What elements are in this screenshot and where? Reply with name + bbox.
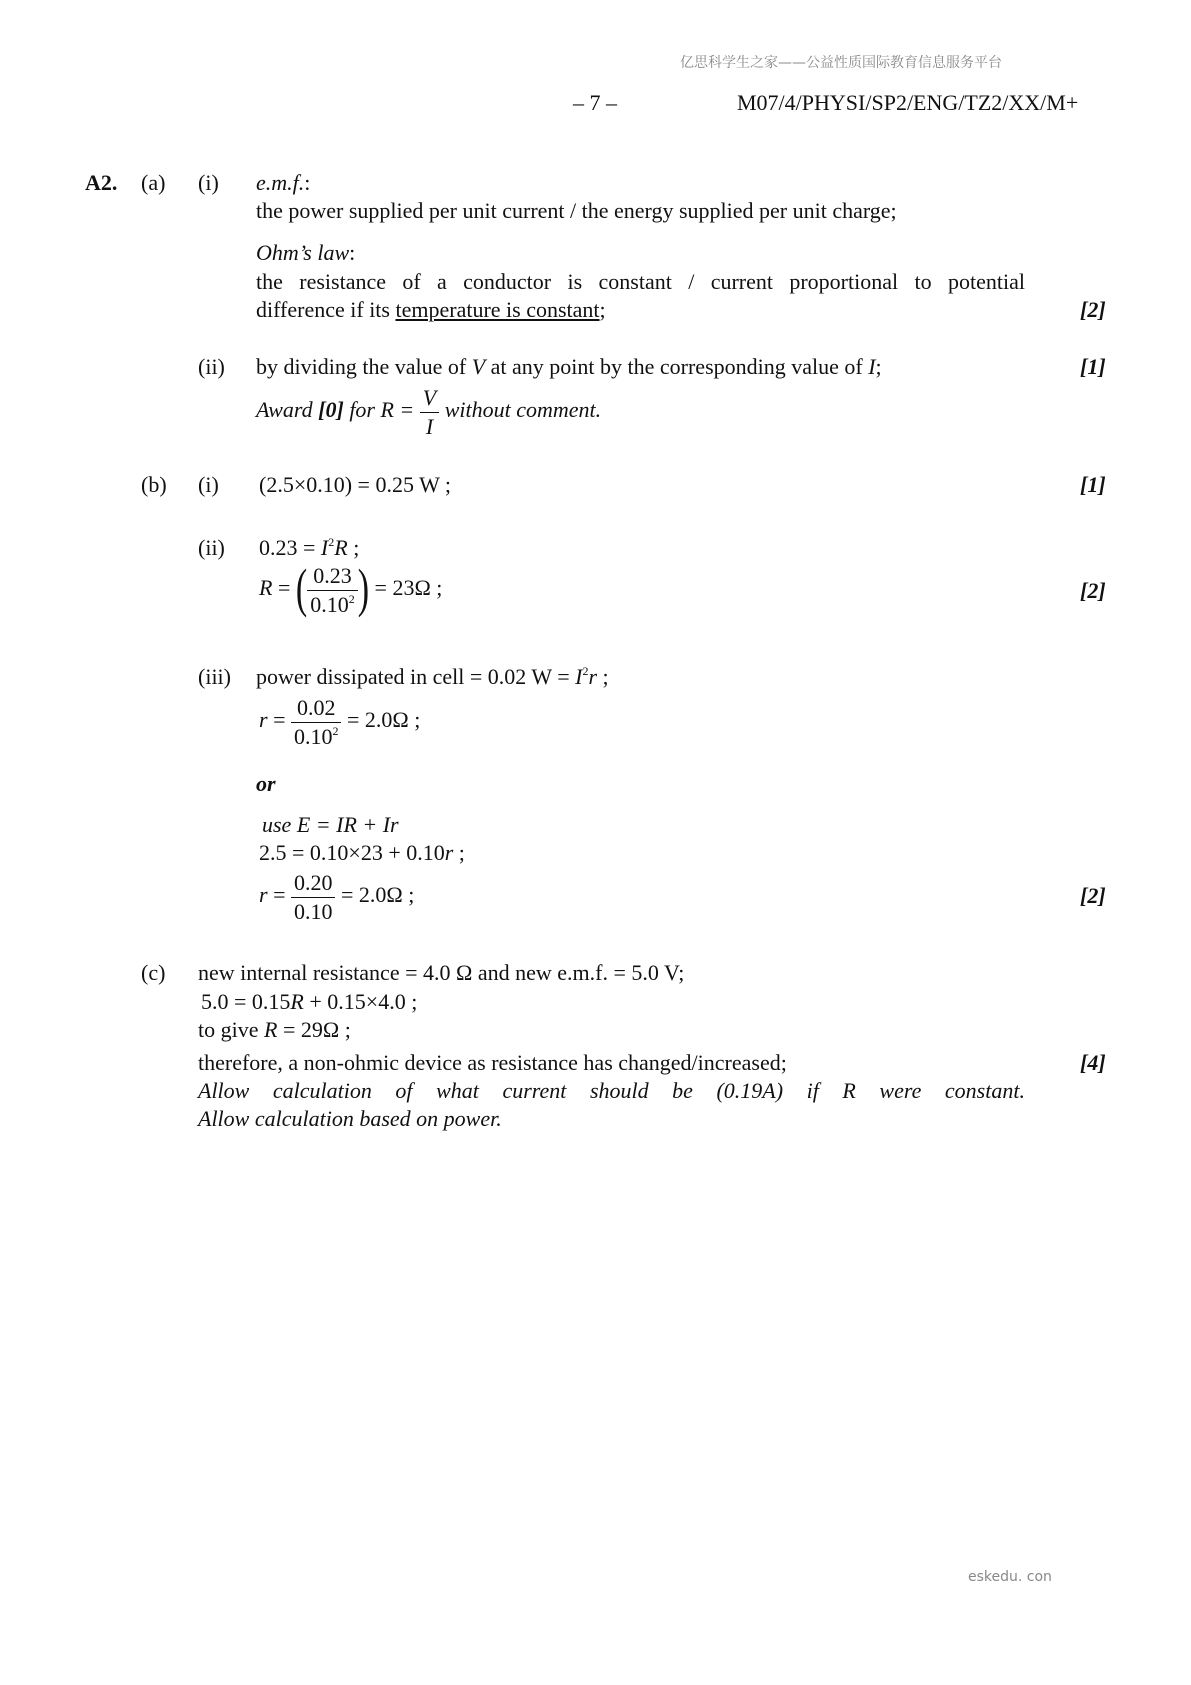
b-ii-exponent: 2 bbox=[328, 535, 335, 549]
b-ii-line2-r: R bbox=[259, 575, 273, 601]
a-ii-text-b: at any point by the corresponding value of bbox=[485, 354, 869, 379]
ohm-word: constant bbox=[598, 269, 672, 294]
b-iii-line3-eq: = bbox=[267, 882, 286, 908]
fraction-numerator: 0.20 bbox=[291, 869, 336, 898]
award-zero: [0] bbox=[318, 397, 344, 423]
part-c-label: (c) bbox=[141, 960, 166, 985]
b-i-answer: (2.5×0.10) = 0.25 W ; bbox=[259, 472, 452, 497]
fraction-denominator: I bbox=[425, 413, 434, 439]
part-a-label: (a) bbox=[141, 170, 166, 195]
a-ii-answer bbox=[256, 356, 882, 378]
fraction-denominator-base: 0.10 bbox=[293, 723, 333, 749]
b-iii-line3-result: = 2.0Ω ; bbox=[340, 882, 415, 908]
note-word: Allow bbox=[198, 1078, 250, 1103]
b-ii-line1 bbox=[259, 537, 359, 559]
award-end: without comment. bbox=[444, 397, 602, 423]
watermark-text-top: 亿思科学生之家——公益性质国际教育信息服务平台 bbox=[680, 55, 1002, 71]
or-separator: or bbox=[256, 771, 276, 796]
c-line2-a: 5.0 = 0.15 bbox=[201, 989, 291, 1014]
document-code: M07/4/PHYSI/SP2/ENG/TZ2/XX/M+ bbox=[737, 90, 1079, 115]
b-ii-var-r: R bbox=[334, 535, 348, 560]
mark-a-i: [2] bbox=[1080, 297, 1106, 322]
fraction-numerator: 0.02 bbox=[291, 694, 342, 723]
b-iii-line1-a: power dissipated in cell = 0.02 W = bbox=[256, 664, 576, 689]
part-a-i-label: (i) bbox=[198, 170, 219, 195]
calc-line-a: 2.5 = 0.10×23 + 0.10 bbox=[259, 840, 445, 865]
a-ii-text-a: by dividing the value of bbox=[256, 354, 472, 379]
use-equation bbox=[262, 814, 399, 836]
ohm-word: proportional bbox=[789, 269, 899, 294]
b-iii-exponent: 2 bbox=[582, 664, 589, 678]
b-ii-line2 bbox=[259, 558, 443, 619]
watermark-text-bottom: eskedu. con bbox=[968, 1569, 1052, 1585]
ohm-term: Ohm’s law bbox=[256, 240, 350, 265]
note-word: constant. bbox=[944, 1078, 1025, 1103]
c-note-line2: Allow calculation based on power. bbox=[198, 1106, 502, 1131]
c-line4: therefore, a non-ohmic device as resistance has changed/increased; bbox=[198, 1050, 787, 1075]
b-iii-fraction-2 bbox=[291, 869, 336, 925]
a-ii-var-i: I bbox=[868, 354, 876, 379]
emf-definition: the power supplied per unit current / the energy supplied per unit charge; bbox=[256, 198, 897, 223]
mark-b-ii: [2] bbox=[1080, 578, 1106, 603]
c-line3-a: to give bbox=[198, 1017, 264, 1042]
note-word: calculation bbox=[272, 1078, 372, 1103]
ohm-word: current bbox=[710, 269, 773, 294]
v-over-i-fraction bbox=[420, 384, 439, 440]
fraction-denominator-base: 0.10 bbox=[310, 591, 349, 617]
ohm-word: the bbox=[256, 269, 283, 294]
ohm-word: is bbox=[567, 269, 583, 294]
ohm-word: of bbox=[402, 269, 421, 294]
b-iii-line1-end: ; bbox=[597, 664, 609, 689]
fraction-numerator: 0.23 bbox=[307, 562, 358, 591]
fraction-denominator-exponent: 2 bbox=[332, 723, 339, 738]
c-line1: new internal resistance = 4.0 Ω and new e.m.f. = 5.0 V; bbox=[198, 960, 685, 985]
ohm-line2-suffix: ; bbox=[599, 297, 606, 322]
b-ii-line1-a: 0.23 = bbox=[259, 535, 321, 560]
page-number: – 7 – bbox=[573, 90, 617, 115]
fraction-numerator: V bbox=[420, 384, 439, 413]
award-for: for R = bbox=[343, 397, 415, 423]
part-a-ii-label: (ii) bbox=[198, 354, 225, 379]
a-ii-text-c: ; bbox=[875, 354, 882, 379]
right-bracket: ) bbox=[357, 558, 370, 619]
ohm-line2-underlined: temperature is constant bbox=[395, 297, 600, 322]
b-ii-line1-end: ; bbox=[347, 535, 360, 560]
ohm-definition-line2 bbox=[256, 299, 606, 321]
fraction-denominator bbox=[291, 723, 342, 751]
c-line3-b: = 29Ω ; bbox=[277, 1017, 351, 1042]
b-iii-line2 bbox=[259, 694, 420, 750]
c-line2 bbox=[201, 991, 417, 1013]
ohm-word: conductor bbox=[463, 269, 552, 294]
ohm-heading bbox=[256, 242, 355, 264]
part-b-iii-label: (iii) bbox=[198, 664, 231, 689]
b-iii-line3-r: r bbox=[259, 882, 268, 908]
part-b-ii-label: (ii) bbox=[198, 535, 225, 560]
ohm-word: resistance bbox=[299, 269, 386, 294]
b-ii-var-i: I bbox=[320, 535, 329, 560]
award-word: Award bbox=[256, 397, 319, 423]
b-iii-line1 bbox=[256, 666, 609, 688]
b-iii-calc-line bbox=[259, 842, 465, 864]
b-iii-line2-eq: = bbox=[267, 707, 286, 733]
ohm-word: / bbox=[688, 269, 695, 294]
part-b-label: (b) bbox=[141, 472, 167, 497]
note-word: be bbox=[672, 1078, 693, 1103]
c-line2-r: R bbox=[290, 989, 304, 1014]
mark-c: [4] bbox=[1080, 1050, 1106, 1075]
note-word: R bbox=[842, 1078, 856, 1103]
b-iii-line3 bbox=[259, 869, 414, 925]
b-iii-var-i: I bbox=[575, 664, 583, 689]
calc-line-end: ; bbox=[453, 840, 465, 865]
ohm-definition-line1 bbox=[256, 271, 1025, 293]
use-formula: E = IR + Ir bbox=[296, 812, 399, 837]
c-line3 bbox=[198, 1019, 351, 1041]
mark-a-ii: [1] bbox=[1080, 354, 1106, 379]
ohm-word: potential bbox=[947, 269, 1025, 294]
fraction-denominator bbox=[307, 591, 358, 619]
ohm-word: a bbox=[437, 269, 447, 294]
ohm-line2-prefix: difference if its bbox=[256, 297, 396, 322]
left-bracket: ( bbox=[295, 558, 308, 619]
note-word: current bbox=[502, 1078, 567, 1103]
b-ii-line2-result: = 23Ω ; bbox=[374, 575, 443, 601]
question-label: A2. bbox=[85, 170, 118, 195]
c-note-line1 bbox=[198, 1080, 1025, 1102]
part-b-i-label: (i) bbox=[198, 472, 219, 497]
fraction-denominator-exponent: 2 bbox=[348, 591, 355, 606]
b-iii-var-r: r bbox=[588, 664, 598, 689]
note-word: of bbox=[395, 1078, 413, 1103]
emf-heading bbox=[256, 172, 310, 194]
emf-term: e.m.f. bbox=[256, 170, 305, 195]
b-iii-line2-result: = 2.0Ω ; bbox=[346, 707, 421, 733]
note-word: if bbox=[806, 1078, 819, 1103]
note-word: should bbox=[589, 1078, 649, 1103]
emf-colon: : bbox=[304, 170, 311, 195]
b-iii-line2-r: r bbox=[259, 707, 268, 733]
a-ii-var-v: V bbox=[471, 354, 486, 379]
b-ii-fraction bbox=[307, 562, 358, 618]
ohm-colon: : bbox=[349, 240, 356, 265]
note-word: (0.19A) bbox=[716, 1078, 784, 1103]
note-word: what bbox=[436, 1078, 479, 1103]
a-ii-award-note bbox=[256, 384, 601, 440]
c-line3-r: R bbox=[264, 1017, 278, 1042]
b-ii-line2-eq: = bbox=[272, 575, 291, 601]
mark-b-i: [1] bbox=[1080, 472, 1106, 497]
note-word: were bbox=[879, 1078, 922, 1103]
mark-b-iii: [2] bbox=[1080, 883, 1106, 908]
calc-line-r: r bbox=[444, 840, 454, 865]
use-word: use bbox=[262, 812, 297, 837]
fraction-denominator: 0.10 bbox=[293, 898, 333, 924]
b-iii-fraction-1 bbox=[291, 694, 342, 750]
c-line2-b: + 0.15×4.0 ; bbox=[303, 989, 418, 1014]
ohm-word: to bbox=[914, 269, 932, 294]
